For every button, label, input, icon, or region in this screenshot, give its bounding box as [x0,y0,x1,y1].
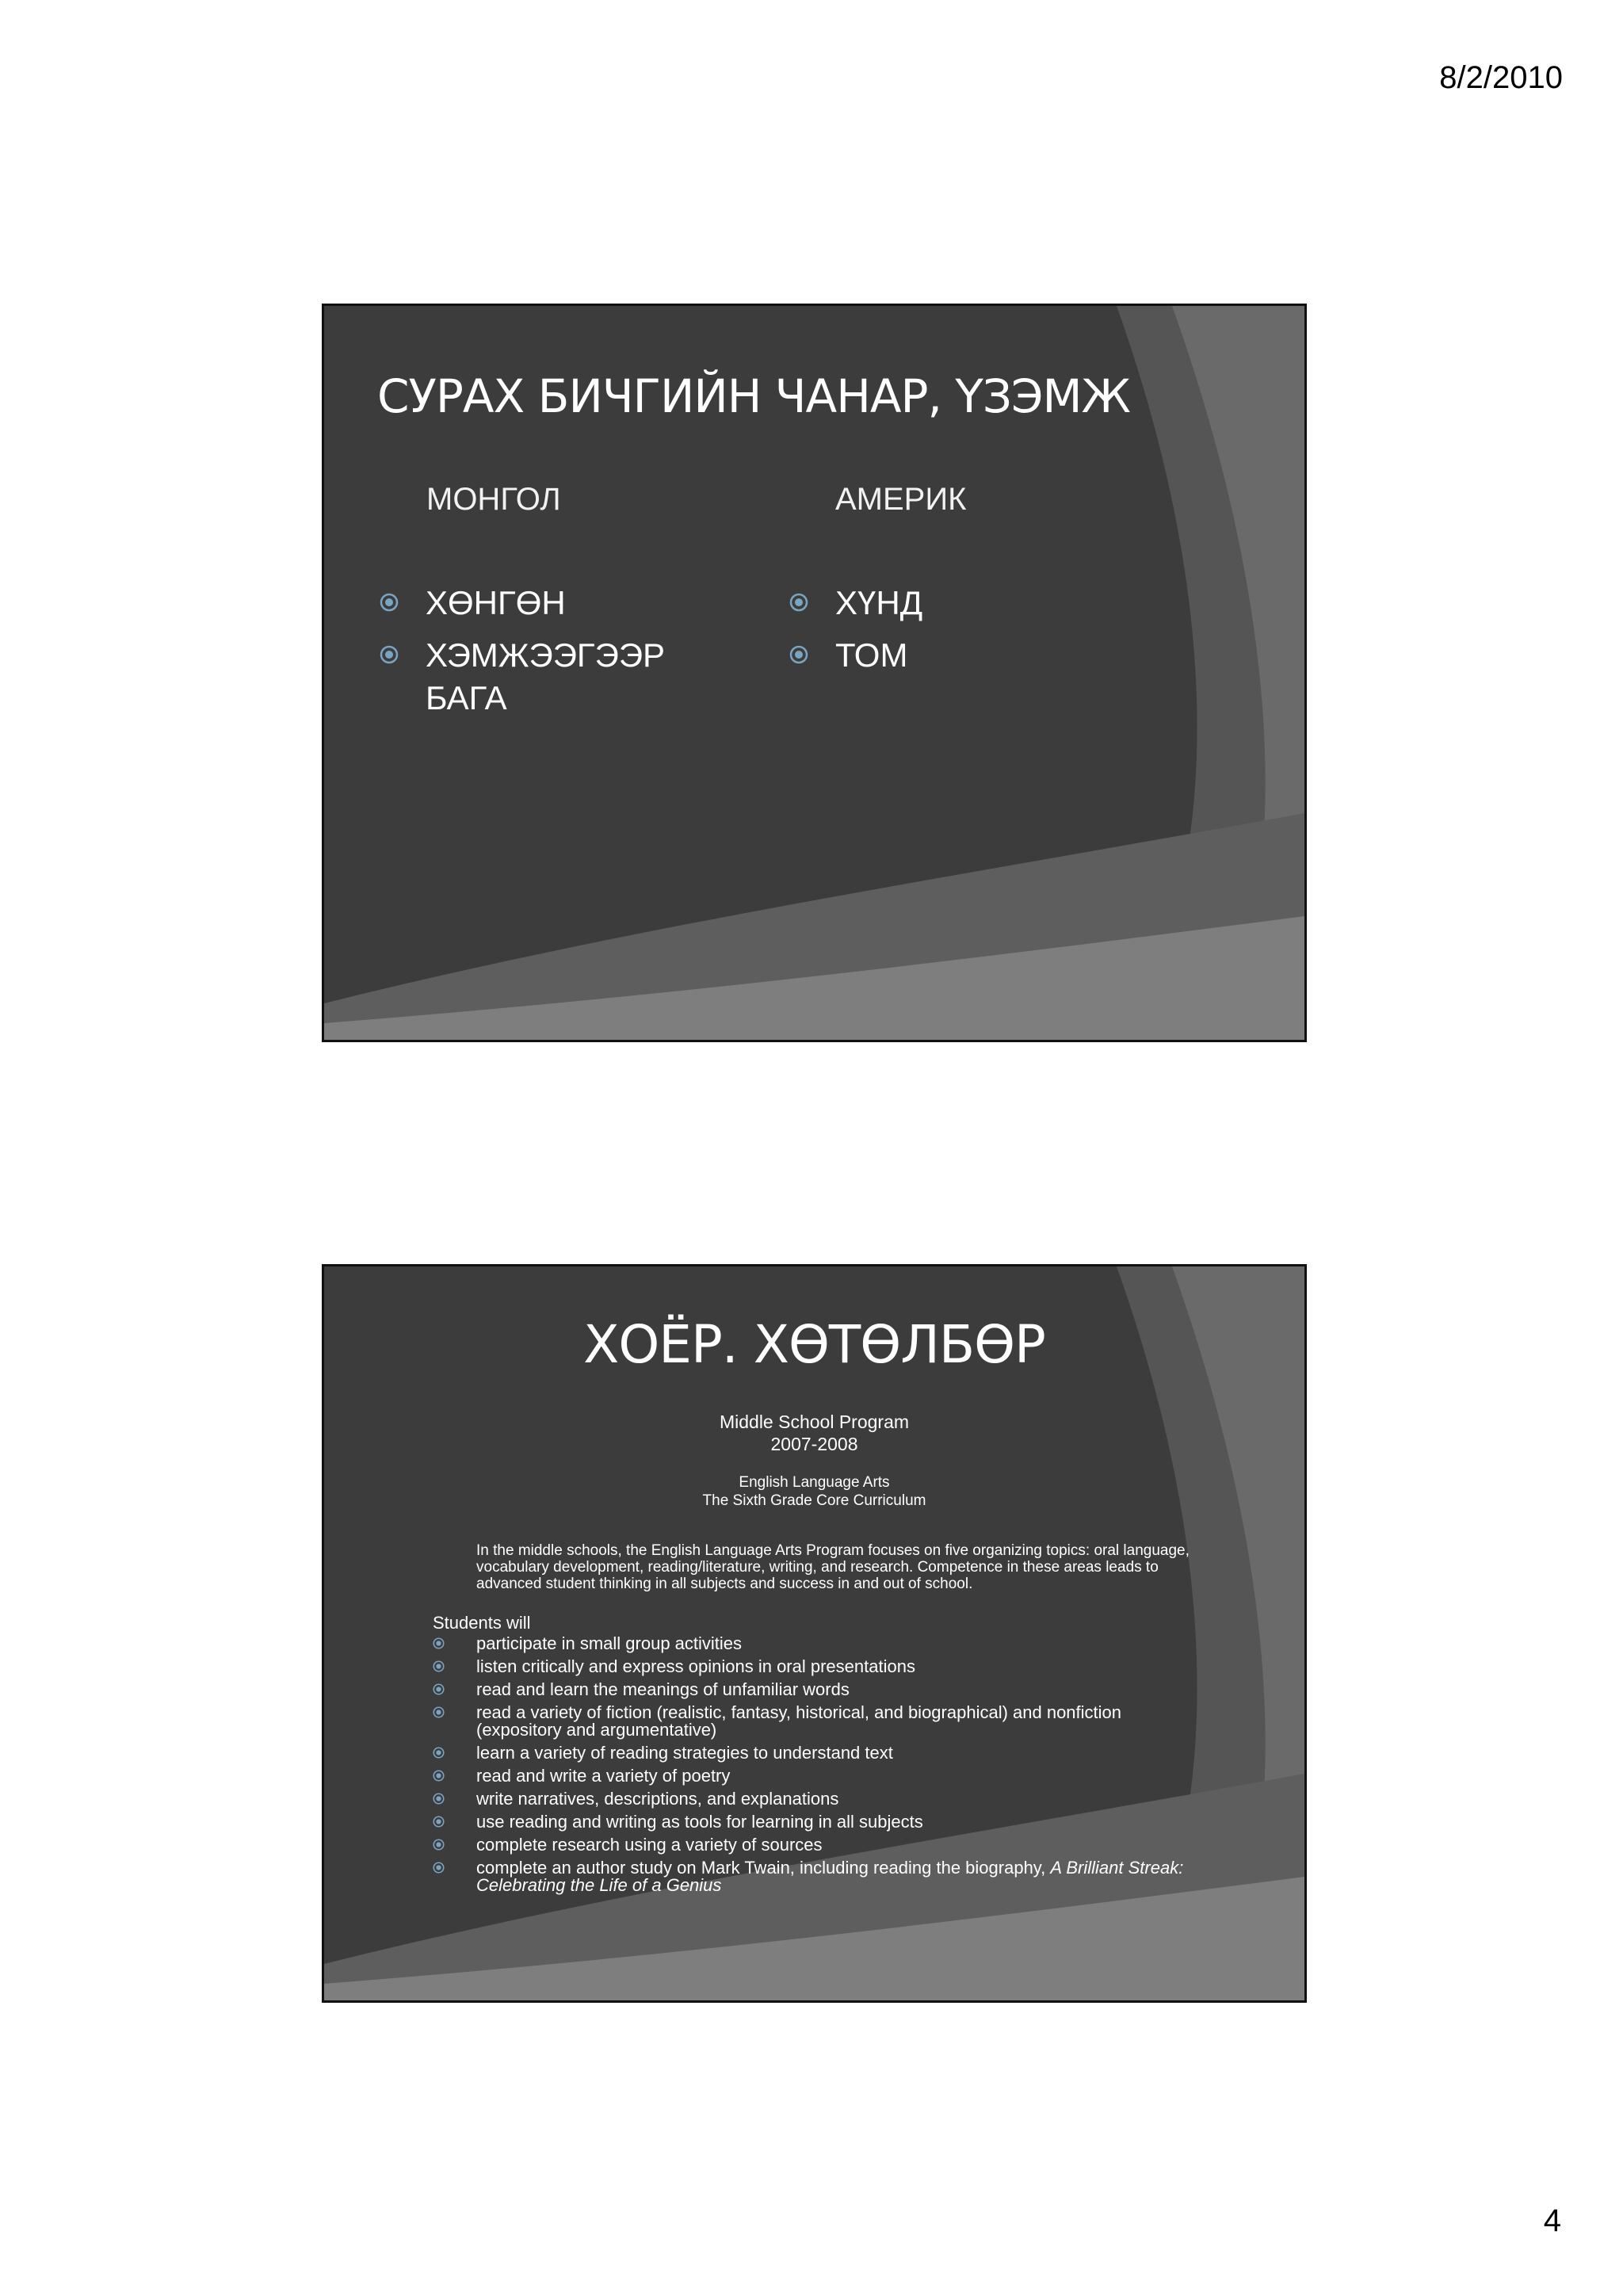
list-item [789,634,1122,677]
intro-paragraph: In the middle schools, the English Language Arts Program focuses on five organizing topics: oral language, vocabulary development, reading/literature, writing, and research. Competence in these areas leads to advanced student thinking in all subjects and success in and out of school. [476,1542,1190,1592]
page-date: 8/2/2010 [1439,60,1563,95]
target-bullet-icon [380,645,399,664]
slide-2-title: ХОЁР. ХӨТӨЛБӨР [583,1314,1045,1375]
page-number: 4 [1543,2203,1561,2238]
list-item-text: ХЭМЖЭЭГЭЭР БАГА [426,636,666,716]
program-line-2: 2007-2008 [770,1434,858,1454]
list-item [380,582,728,625]
list-item [433,1859,1193,1894]
students-will-label: Students will [433,1613,531,1633]
list-item-text: participate in small group activities [476,1633,743,1653]
slide-1 [322,304,1307,1042]
list-item [433,1744,1193,1762]
list-item [433,1635,1193,1652]
list-item-text: ХӨНГӨН [426,584,566,621]
list-item-text: use reading and writing as tools for learning in all subjects [476,1812,923,1832]
list-item-text: read and learn the meanings of unfamiliar words [476,1679,850,1699]
list-item [433,1836,1193,1854]
target-bullet-icon [433,1770,445,1782]
target-bullet-icon [433,1660,445,1672]
book-title: A Brilliant Streak: Celebrating the Life of a Genius [476,1858,1184,1895]
list-item [433,1790,1193,1808]
program-line-1: Middle School Program [719,1412,910,1432]
subject-line-1: English Language Arts [739,1474,890,1491]
target-bullet-icon [433,1816,445,1828]
list-item-text: read a variety of fiction (realistic, fantasy, historical, and biographical) and nonfiction (expository and argumentative) [476,1702,1122,1740]
left-column-heading: МОНГОЛ [426,482,561,517]
list-item-text: complete an author study on Mark Twain, including reading the biography, [476,1858,1051,1878]
list-item [380,634,728,720]
right-column-heading: АМЕРИК [835,482,967,517]
objectives-list [433,1635,1193,1900]
list-item-text: write narratives, descriptions, and explanations [476,1789,839,1809]
target-bullet-icon [433,1706,445,1718]
list-item-text: listen critically and express opinions in oral presentations [476,1656,915,1676]
list-item-text: complete research using a variety of sources [476,1835,823,1855]
slide-2 [322,1264,1307,2003]
list-item [433,1813,1193,1831]
target-bullet-icon [433,1683,445,1695]
list-item [433,1767,1193,1785]
target-bullet-icon [433,1793,445,1805]
list-item-text: read and write a variety of poetry [476,1766,731,1786]
target-bullet-icon [789,645,808,664]
target-bullet-icon [433,1637,445,1649]
left-column-list [380,582,728,729]
target-bullet-icon [433,1839,445,1851]
list-item [433,1681,1193,1698]
list-item-text: ХҮНД [835,584,923,621]
list-item [433,1704,1193,1739]
right-column-list [789,582,1122,686]
subject-line-2: The Sixth Grade Core Curriculum [702,1492,926,1509]
list-item [433,1658,1193,1675]
target-bullet-icon [433,1747,445,1759]
target-bullet-icon [433,1862,445,1874]
slide-1-title: СУРАХ БИЧГИЙН ЧАНАР, ҮЗЭМЖ [377,369,1131,423]
list-item-text: learn a variety of reading strategies to understand text [476,1743,893,1763]
target-bullet-icon [789,593,808,612]
target-bullet-icon [380,593,399,612]
list-item-text: ТОМ [835,636,908,674]
list-item [789,582,1122,625]
